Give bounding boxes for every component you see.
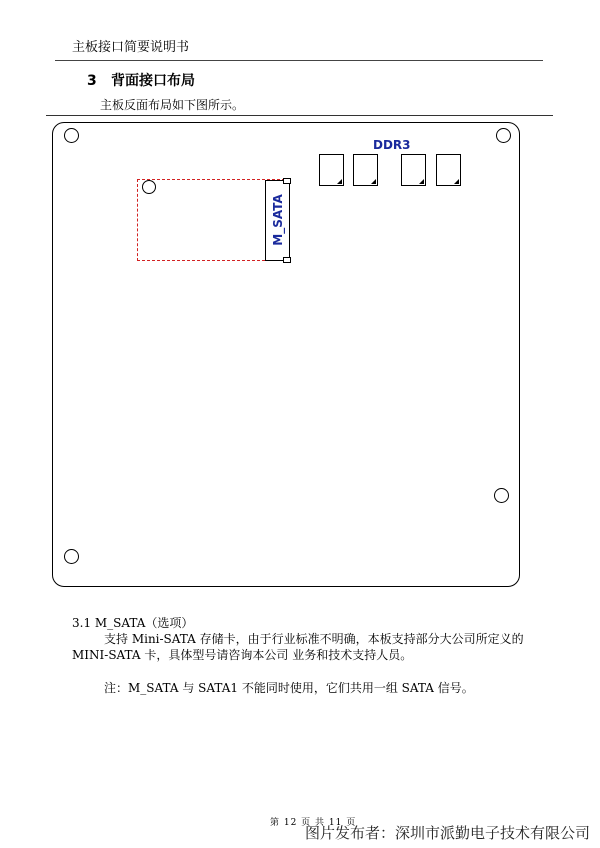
subsection-heading: 3.1 M_SATA（选项） <box>72 616 194 630</box>
subsection-note: 注：M_SATA 与 SATA1 不能同时使用，它们共用一组 SATA 信号。 <box>104 681 474 695</box>
msata-mount-hole <box>142 180 156 194</box>
mounting-hole-right <box>494 488 509 503</box>
page-number: 第 12 页 共 11 页 <box>270 818 357 828</box>
ddr3-chip-3 <box>401 154 426 186</box>
section-intro: 主板反面布局如下图所示。 <box>100 98 245 112</box>
subsection-paragraph-line2: MINI-SATA 卡，具体型号请咨询本公司 业务和技术支持人员。 <box>72 648 413 662</box>
ddr3-chip-4 <box>436 154 461 186</box>
ddr3-chip-2 <box>353 154 378 186</box>
document-header-title: 主板接口简要说明书 <box>72 40 190 55</box>
section-heading <box>87 70 195 90</box>
publisher-watermark: 图片发布者：深圳市派勤电子技术有限公司 <box>305 824 591 842</box>
header-divider <box>55 60 543 61</box>
section-title: 背面接口布局 <box>111 73 195 89</box>
subsection-paragraph-line1: 支持 Mini-SATA 存储卡，由于行业标准不明确，本板支持部分大公司所定义的 <box>104 632 524 646</box>
mounting-hole-top-left <box>64 128 79 143</box>
mounting-hole-bottom-left <box>64 549 79 564</box>
intro-divider <box>46 115 553 116</box>
section-number: 3 <box>87 73 97 89</box>
ddr3-chip-1 <box>319 154 344 186</box>
mounting-hole-top-right <box>496 128 511 143</box>
ddr3-label: DDR3 <box>373 138 411 152</box>
msata-label: M_SATA <box>271 194 285 246</box>
